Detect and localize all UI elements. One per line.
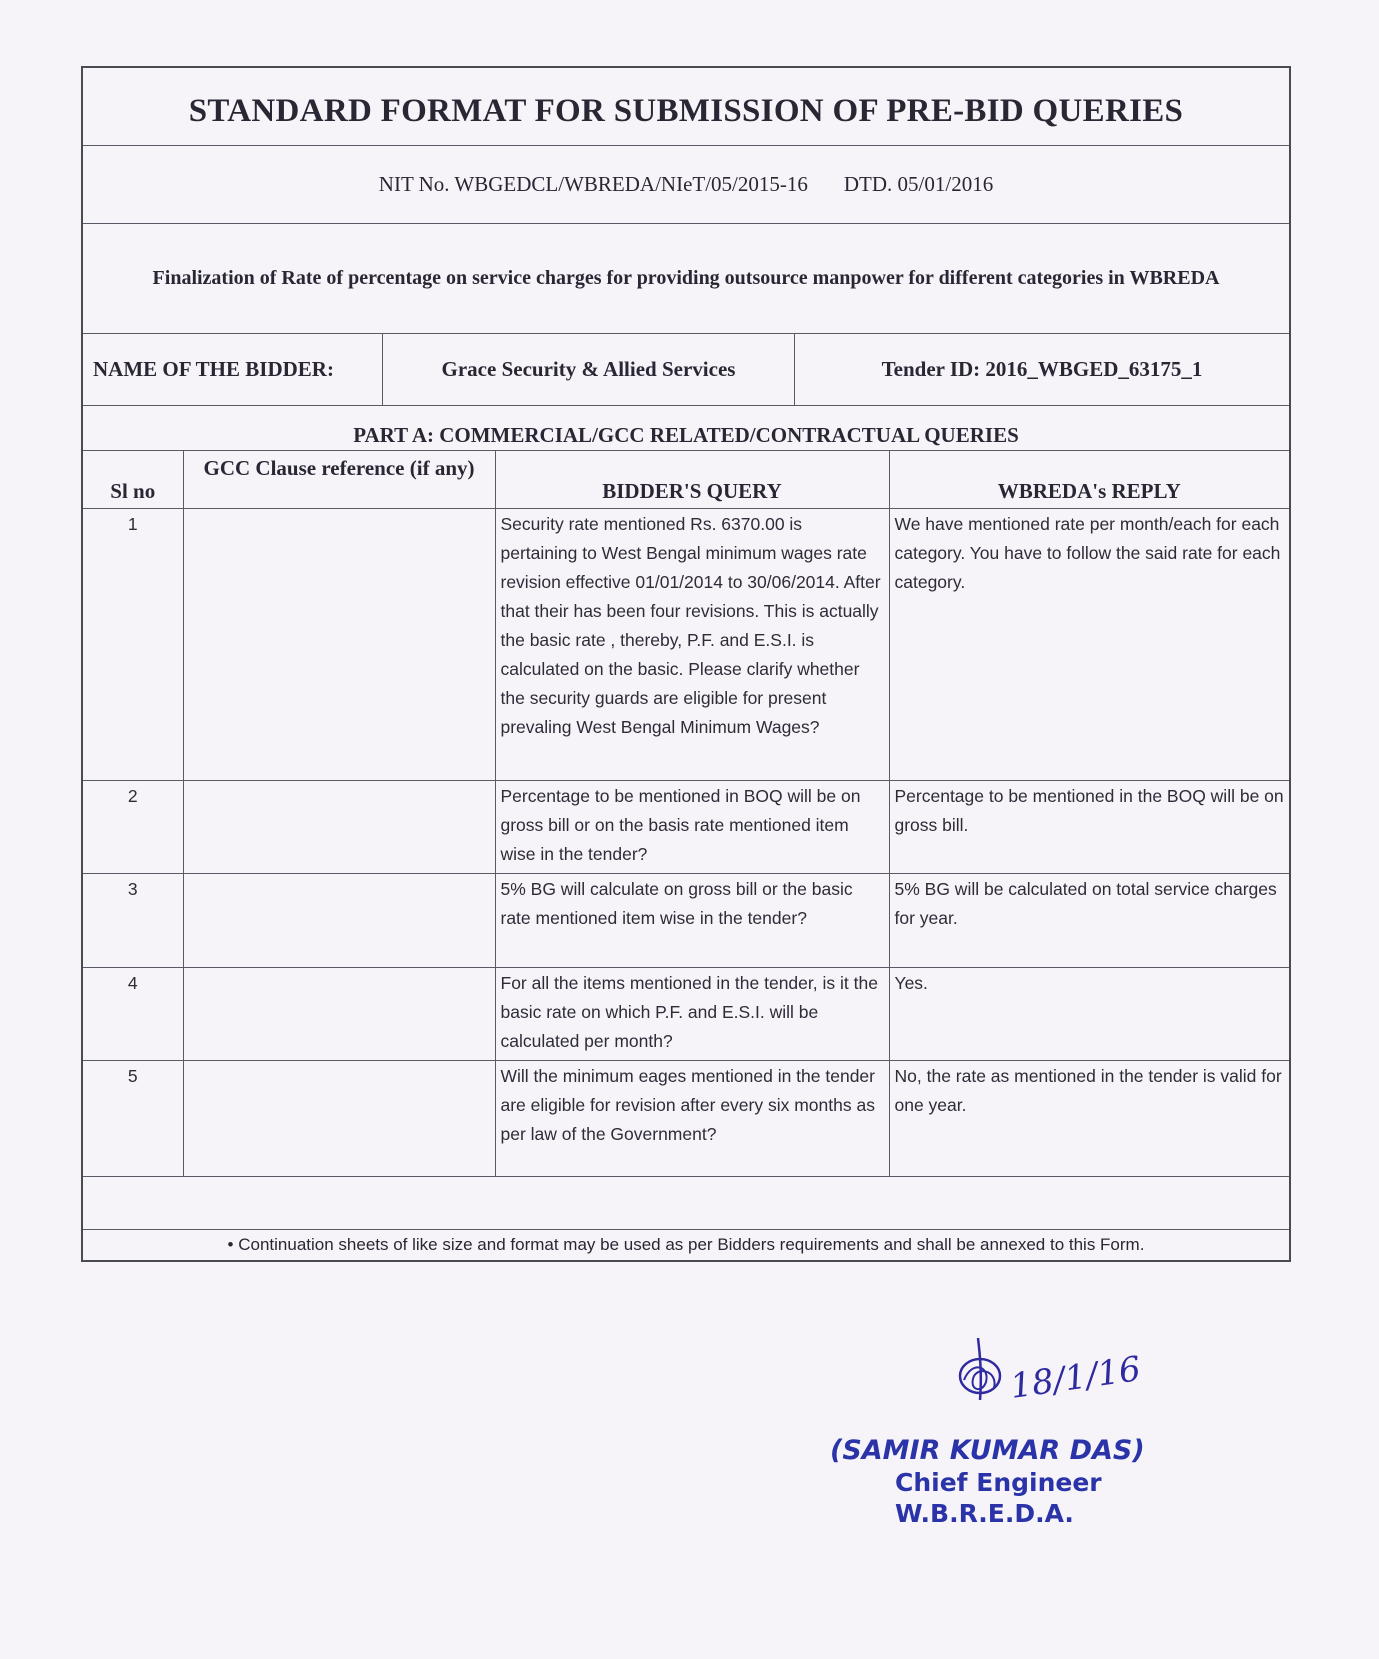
row-query: Security rate mentioned Rs. 6370.00 is pertaining to West Bengal minimum wages rate revision effective 01/01/2014 to 30/06/2014. After that their has been four revisions. This is actually the basic rate , thereby, P.F. and E.S.I. is calculated on the basic. Please clarify whether the security guards are eligible for present prevaling West Bengal Minimum Wages?: [495, 509, 889, 781]
row-sl: 4: [83, 968, 183, 1061]
header-gcc-clause: GCC Clause reference (if any): [183, 451, 495, 509]
row-gcc: [183, 968, 495, 1061]
form-title: STANDARD FORMAT FOR SUBMISSION OF PRE-BID QUERIES: [83, 68, 1289, 146]
row-gcc: [183, 509, 495, 781]
bidder-label: NAME OF THE BIDDER:: [83, 334, 383, 405]
row-query: 5% BG will calculate on gross bill or the basic rate mentioned item wise in the tender?: [495, 874, 889, 968]
row-reply: 5% BG will be calculated on total service charges for year.: [889, 874, 1289, 968]
row-reply: No, the rate as mentioned in the tender is valid for one year.: [889, 1061, 1289, 1177]
row-reply: We have mentioned rate per month/each for each category. You have to follow the said rate for each category.: [889, 509, 1289, 781]
row-sl: 1: [83, 509, 183, 781]
row-gcc: [183, 781, 495, 874]
official-stamp: [820, 1435, 1200, 1528]
bidder-row: [83, 334, 1289, 406]
table-row: [83, 509, 1289, 781]
row-query: Will the minimum eages mentioned in the tender are eligible for revision after every six months as per law of the Government?: [495, 1061, 889, 1177]
header-sl-no: Sl no: [83, 451, 183, 509]
nit-date: DTD. 05/01/2016: [843, 172, 994, 196]
table-row: [83, 781, 1289, 874]
signatory-designation: Chief Engineer: [895, 1468, 1102, 1497]
signature-block: [820, 1330, 1200, 1550]
table-row: [83, 968, 1289, 1061]
signature-date: 18/1/16: [1007, 1349, 1144, 1407]
row-gcc: [183, 874, 495, 968]
continuation-note: • Continuation sheets of like size and format may be used as per Bidders requirements and shall be annexed to this Form.: [227, 1235, 1145, 1254]
queries-table: [83, 450, 1289, 1177]
nit-number: NIT No. WBGEDCL/WBREDA/NIeT/05/2015-16: [378, 172, 808, 196]
header-bidders-query: BIDDER'S QUERY: [495, 451, 889, 509]
row-sl: 3: [83, 874, 183, 968]
signatory-organization: W.B.R.E.D.A.: [895, 1499, 1074, 1528]
row-reply: Yes.: [889, 968, 1289, 1061]
table-row: [83, 874, 1289, 968]
signatory-name: (SAMIR KUMAR DAS): [830, 1435, 1145, 1466]
row-query: For all the items mentioned in the tender, is it the basic rate on which P.F. and E.S.I. will be calculated per month?: [495, 968, 889, 1061]
tender-subject: Finalization of Rate of percentage on service charges for providing outsource manpower for different categories in WBREDA: [83, 224, 1289, 334]
table-header-row: [83, 451, 1289, 509]
tender-id: Tender ID: 2016_WBGED_63175_1: [881, 357, 1203, 381]
nit-line: [83, 146, 1289, 224]
header-wbreda-reply: WBREDA's REPLY: [889, 451, 1289, 509]
row-query: Percentage to be mentioned in BOQ will be on gross bill or on the basis rate mentioned item wise in the tender?: [495, 781, 889, 874]
pre-bid-query-form: [81, 66, 1291, 1262]
row-reply: Percentage to be mentioned in the BOQ will be on gross bill.: [889, 781, 1289, 874]
table-row: [83, 1061, 1289, 1177]
row-sl: 5: [83, 1061, 183, 1177]
part-heading: PART A: COMMERCIAL/GCC RELATED/CONTRACTUAL QUERIES: [353, 423, 1019, 447]
blank-row: [83, 1177, 1289, 1230]
row-gcc: [183, 1061, 495, 1177]
bidder-name: Grace Security & Allied Services: [383, 334, 795, 405]
row-sl: 2: [83, 781, 183, 874]
